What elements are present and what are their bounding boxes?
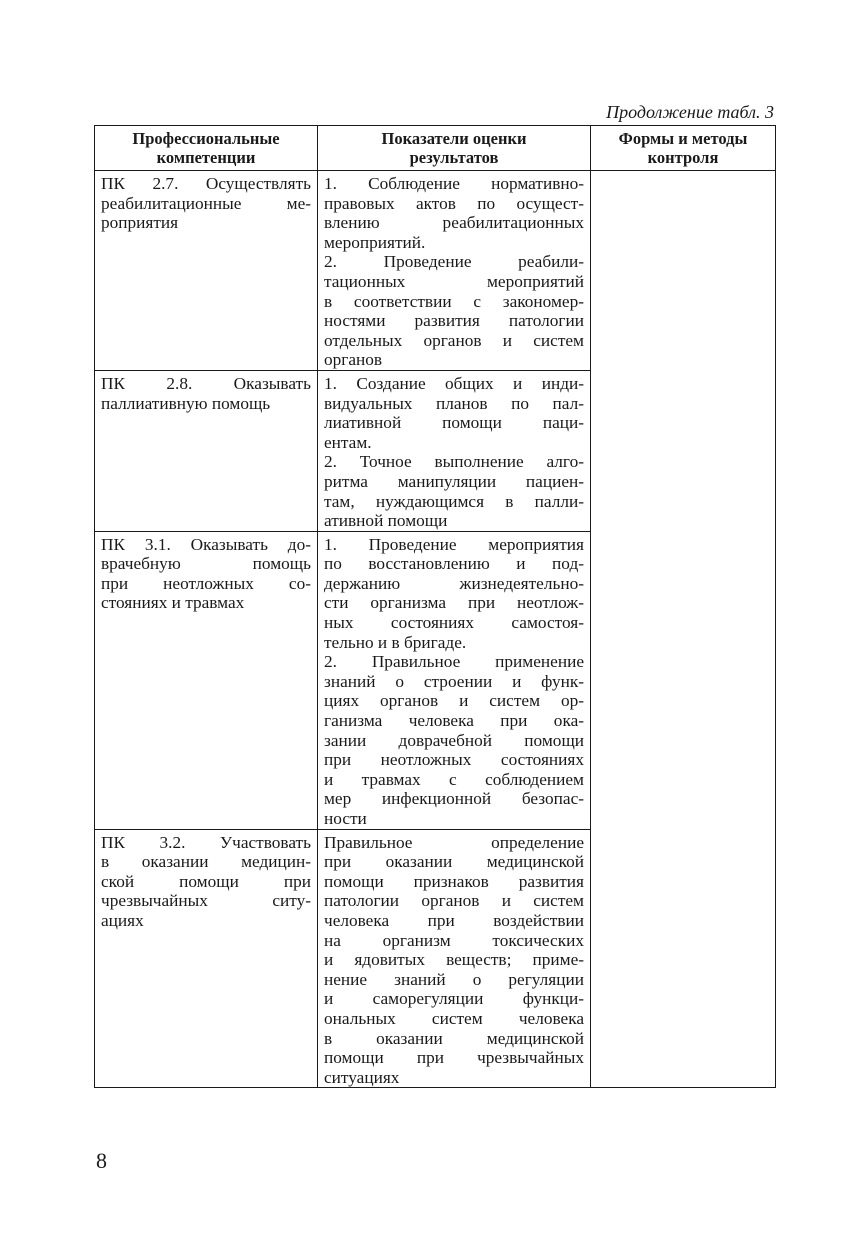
competence-cell bbox=[95, 171, 318, 371]
indicator-item bbox=[324, 374, 584, 452]
indicator-line: 2. Правильное применение bbox=[324, 652, 584, 672]
indicator-line: ных состояниях самостоя- bbox=[324, 613, 584, 633]
competence-line: стояниях и травмах bbox=[101, 593, 245, 613]
header-control-methods bbox=[591, 126, 776, 171]
competence-line: паллиативную помощь bbox=[101, 393, 271, 413]
indicator-line: лиативной помощи паци- bbox=[324, 413, 584, 433]
indicator-line: ситуациях bbox=[324, 1067, 400, 1087]
indicator-line: ональных систем человека bbox=[324, 1008, 584, 1028]
competence-line: ациях bbox=[101, 910, 144, 930]
competence-line: ской помощи при bbox=[101, 871, 311, 891]
competence-line: в оказании медицин- bbox=[101, 852, 311, 872]
competence-line: реабилитационные ме- bbox=[101, 193, 311, 213]
indicator-line: патологии органов и систем bbox=[324, 891, 584, 911]
competence-cell bbox=[95, 829, 318, 1088]
indicator-line: ентам. bbox=[324, 432, 372, 452]
header-line: Профессиональные bbox=[132, 129, 280, 148]
indicator-line: мероприятий. bbox=[324, 232, 426, 252]
table-body bbox=[95, 171, 776, 1088]
indicator-item bbox=[324, 535, 584, 653]
competence-table bbox=[94, 125, 776, 1088]
header-line: результатов bbox=[409, 148, 499, 167]
indicator-line: мер инфекционной безопас- bbox=[324, 789, 584, 809]
page-number: 8 bbox=[96, 1148, 107, 1173]
indicator-item bbox=[324, 833, 584, 1088]
indicators-cell bbox=[318, 370, 591, 531]
indicator-line: знаний о строении и функ- bbox=[324, 671, 584, 691]
header-line: Формы и методы bbox=[618, 129, 748, 148]
indicator-line: по восстановлению и под- bbox=[324, 554, 584, 574]
indicator-line: циях органов и систем ор- bbox=[324, 691, 584, 711]
header-indicators bbox=[318, 126, 591, 171]
table-header-row bbox=[95, 126, 776, 171]
indicator-line: правовых актов по осущест- bbox=[324, 193, 584, 213]
competence-line: чрезвычайных ситу- bbox=[101, 891, 311, 911]
competence-line: роприятия bbox=[101, 213, 179, 233]
indicator-line: в оказании медицинской bbox=[324, 1028, 584, 1048]
table-caption: Продолжение табл. 3 bbox=[606, 102, 774, 122]
competence-line: ПК 3.1. Оказывать до- bbox=[101, 534, 311, 554]
indicator-line: Правильное определение bbox=[324, 832, 584, 852]
indicator-line: зании доврачебной помощи bbox=[324, 730, 584, 750]
indicator-line: видуальных планов по пал- bbox=[324, 393, 584, 413]
indicator-line: ности bbox=[324, 809, 367, 828]
indicator-line: тационных мероприятий bbox=[324, 271, 584, 291]
indicator-line: в соответствии с закономер- bbox=[324, 291, 584, 311]
competence-line: ПК 2.7. Осуществлять bbox=[101, 174, 311, 193]
indicator-line: тельно и в бригаде. bbox=[324, 632, 467, 652]
competence-line: ПК 3.2. Участвовать bbox=[101, 832, 311, 852]
competence-cell bbox=[95, 370, 318, 531]
indicator-line: 1. Создание общих и инди- bbox=[324, 373, 584, 393]
indicator-line: и саморегуляции функци- bbox=[324, 989, 584, 1009]
indicator-item bbox=[324, 452, 584, 530]
indicator-line: помощи при чрезвычайных bbox=[324, 1048, 584, 1068]
header-line: компетенции bbox=[156, 148, 256, 167]
indicator-line: нение знаний о регуляции bbox=[324, 969, 584, 989]
indicator-line: на организм токсических bbox=[324, 930, 584, 950]
header-competences bbox=[95, 126, 318, 171]
indicators-cell bbox=[318, 171, 591, 371]
indicator-item bbox=[324, 252, 584, 370]
competence-cell bbox=[95, 531, 318, 829]
indicator-line: держанию жизнедеятельно- bbox=[324, 573, 584, 593]
indicator-line: ритма манипуляции пациен- bbox=[324, 471, 584, 491]
table-row bbox=[95, 171, 776, 371]
indicator-line: ганизма человека при ока- bbox=[324, 711, 584, 731]
indicator-line: влению реабилитационных bbox=[324, 213, 584, 233]
indicator-line: 2. Точное выполнение алго- bbox=[324, 452, 584, 472]
indicators-cell bbox=[318, 829, 591, 1088]
header-line: Показатели оценки bbox=[381, 129, 527, 148]
header-line: контроля bbox=[647, 148, 719, 167]
indicator-line: органов bbox=[324, 350, 383, 370]
indicator-line: сти организма при неотлож- bbox=[324, 593, 584, 613]
indicator-line: и травмах с соблюдением bbox=[324, 769, 584, 789]
competence-line: при неотложных со- bbox=[101, 573, 311, 593]
indicator-line: 1. Проведение мероприятия bbox=[324, 534, 584, 554]
indicator-line: ативной помощи bbox=[324, 511, 448, 531]
control-methods-cell bbox=[591, 171, 776, 1088]
competence-line: врачебную помощь bbox=[101, 554, 311, 574]
indicator-line: и ядовитых веществ; приме- bbox=[324, 950, 584, 970]
indicator-line: 2. Проведение реабили- bbox=[324, 252, 584, 272]
indicator-line: при неотложных состояниях bbox=[324, 750, 584, 770]
indicator-item bbox=[324, 652, 584, 828]
indicator-line: ностями развития патологии bbox=[324, 311, 584, 331]
indicator-line: при оказании медицинской bbox=[324, 852, 584, 872]
indicator-line: помощи признаков развития bbox=[324, 871, 584, 891]
indicator-line: человека при воздействии bbox=[324, 910, 584, 930]
competence-line: ПК 2.8. Оказывать bbox=[101, 373, 311, 393]
indicator-item bbox=[324, 174, 584, 252]
indicator-line: отдельных органов и систем bbox=[324, 330, 584, 350]
indicator-line: там, нуждающимся в палли- bbox=[324, 491, 584, 511]
indicators-cell bbox=[318, 531, 591, 829]
indicator-line: 1. Соблюдение нормативно- bbox=[324, 174, 584, 193]
